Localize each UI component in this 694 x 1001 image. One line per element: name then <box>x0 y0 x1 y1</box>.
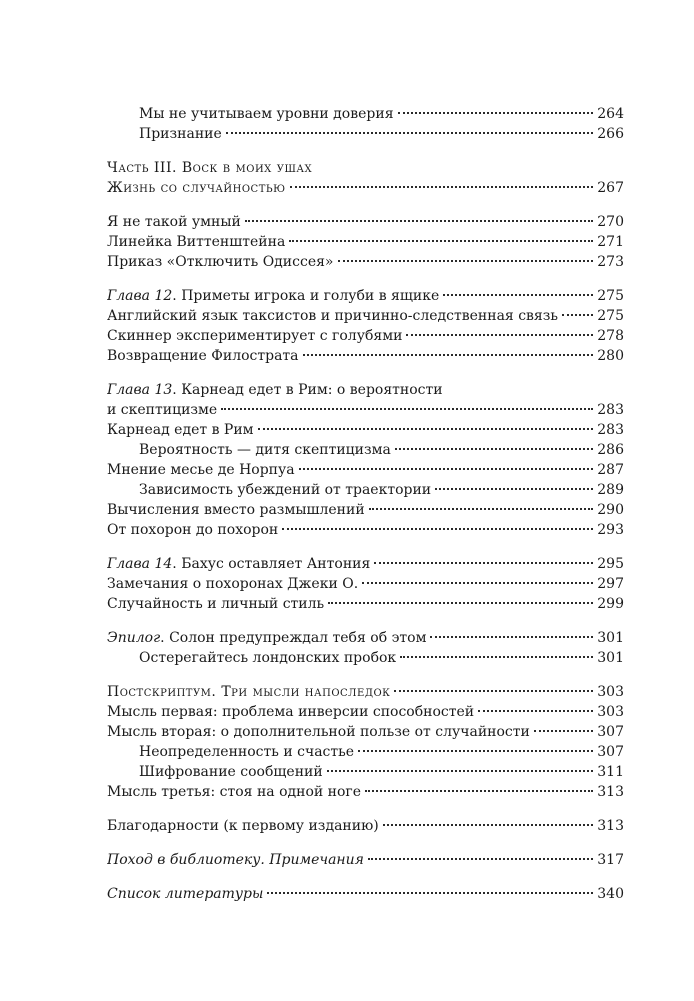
toc-entry-title: Мысль первая: проблема инверсии способностей <box>107 704 475 720</box>
toc-entry[interactable] <box>107 722 624 742</box>
dot-leader <box>303 354 594 356</box>
toc-entry-title: и скептицизме <box>107 402 218 418</box>
dot-leader <box>374 562 593 564</box>
toc-entry-title: Признание <box>139 126 222 142</box>
toc-entry-title <box>107 554 370 574</box>
toc-entry-title: Зависимость убеждений от траектории <box>139 482 432 498</box>
toc-entry-title: Английский язык таксистов и причинно-следственная связь <box>107 308 559 324</box>
toc-entry-title: Приказ «Отключить Одиссея» <box>107 254 334 270</box>
dot-leader <box>290 186 594 188</box>
toc-entry-title: Неопределенность и счастье <box>139 744 355 760</box>
toc-entry-title: Мысль вторая: о дополнительной пользе от случайности <box>107 724 530 740</box>
toc-entry-title: Жизнь со случайностью <box>107 180 286 196</box>
section-gap <box>107 272 624 286</box>
toc-entry[interactable] <box>107 762 624 782</box>
toc-entry-title: Постскриптум. Три мысли напоследок <box>107 684 391 700</box>
toc-entry-title: Остерегайтесь лондонских пробок <box>139 650 397 666</box>
dot-leader <box>443 294 593 296</box>
toc-entry[interactable] <box>107 212 624 232</box>
toc-entry[interactable] <box>107 520 624 540</box>
toc-entry-title: Карнеад едет в Рим <box>107 422 254 438</box>
toc-entry[interactable] <box>107 380 624 400</box>
toc-entry[interactable] <box>107 440 624 460</box>
toc-entry-title <box>107 286 439 306</box>
toc-page-number: 283 <box>597 422 624 438</box>
section-gap <box>107 614 624 628</box>
toc-entry-title: Благодарности (к первому изданию) <box>107 818 379 834</box>
dot-leader <box>226 132 594 134</box>
toc-page-number: 271 <box>597 234 624 250</box>
dot-leader <box>221 408 593 410</box>
toc-entry-title: Вероятность — дитя скептицизма <box>139 442 391 458</box>
toc-entry[interactable] <box>107 346 624 366</box>
toc-entry[interactable] <box>107 286 624 306</box>
toc-page-number: 278 <box>597 328 624 344</box>
toc-entry-title: Вычисления вместо размышлений <box>107 502 365 518</box>
toc-entry-title <box>107 628 426 648</box>
toc-entry[interactable] <box>107 850 624 870</box>
dot-leader <box>435 488 593 490</box>
toc-entry-title: Линейка Виттенштейна <box>107 234 286 250</box>
toc-entry[interactable] <box>107 648 624 668</box>
dot-leader <box>267 892 593 894</box>
dot-leader <box>327 770 594 772</box>
toc-entry[interactable] <box>107 178 624 198</box>
dot-leader <box>369 508 594 510</box>
dot-leader <box>289 240 593 242</box>
toc-page-number: 273 <box>597 254 624 270</box>
toc-entry-title: Поход в библиотеку. Примечания <box>107 852 364 868</box>
toc-entry[interactable] <box>107 124 624 144</box>
dot-leader <box>400 656 593 658</box>
dot-leader <box>362 582 593 584</box>
dot-leader <box>299 468 594 470</box>
table-of-contents <box>107 104 624 904</box>
section-gap <box>107 668 624 682</box>
toc-entry-title: Случайность и личный стиль <box>107 596 325 612</box>
toc-entry-title <box>107 380 443 400</box>
toc-entry-title: Шифрование сообщений <box>139 764 323 780</box>
toc-entry[interactable] <box>107 554 624 574</box>
toc-entry[interactable] <box>107 594 624 614</box>
dot-leader <box>394 690 593 692</box>
toc-entry[interactable] <box>107 460 624 480</box>
toc-entry[interactable] <box>107 702 624 722</box>
section-gap <box>107 802 624 816</box>
toc-entry-label: Глава 14 <box>107 556 173 572</box>
section-gap <box>107 198 624 212</box>
toc-page-number: 299 <box>597 596 624 612</box>
toc-entry-title: Возвращение Филострата <box>107 348 299 364</box>
toc-entry[interactable] <box>107 742 624 762</box>
dot-leader <box>534 730 593 732</box>
dot-leader <box>258 428 594 430</box>
toc-page-number: 313 <box>597 818 624 834</box>
toc-page-number: 289 <box>597 482 624 498</box>
toc-entry-title: Мысль третья: стоя на одной ноге <box>107 784 362 800</box>
toc-page-number: 313 <box>597 784 624 800</box>
section-gap <box>107 366 624 380</box>
dot-leader <box>245 220 593 222</box>
toc-entry[interactable] <box>107 326 624 346</box>
toc-entry-title-text: . Солон предупреждал тебя об этом <box>160 630 427 646</box>
toc-entry[interactable] <box>107 574 624 594</box>
toc-entry-title: Список литературы <box>107 886 264 902</box>
toc-page-number: 297 <box>597 576 624 592</box>
toc-entry[interactable] <box>107 816 624 836</box>
toc-entry-label: Глава 12 <box>107 288 173 304</box>
toc-page-number: 270 <box>597 214 624 230</box>
toc-entry-title: Я не такой умный <box>107 214 241 230</box>
toc-page-number: 295 <box>597 556 624 572</box>
toc-entry[interactable] <box>107 884 624 904</box>
section-gap <box>107 540 624 554</box>
toc-page-number: 311 <box>597 764 624 780</box>
toc-page-number: 317 <box>597 852 624 868</box>
toc-page-number: 287 <box>597 462 624 478</box>
toc-entry[interactable] <box>107 628 624 648</box>
toc-entry[interactable] <box>107 232 624 252</box>
toc-page-number: 301 <box>597 630 624 646</box>
dot-leader <box>406 334 593 336</box>
dot-leader <box>365 790 593 792</box>
dot-leader <box>430 636 593 638</box>
toc-entry[interactable] <box>107 104 624 124</box>
dot-leader <box>282 528 593 530</box>
toc-page-number: 301 <box>597 650 624 666</box>
toc-page-number: 266 <box>597 126 624 142</box>
toc-entry-label: Глава 13 <box>107 382 173 398</box>
toc-entry[interactable] <box>107 500 624 520</box>
toc-entry-title-text: . Приметы игрока и голуби в ящике <box>172 288 440 304</box>
dot-leader <box>395 448 593 450</box>
toc-page-number: 275 <box>597 288 624 304</box>
section-gap <box>107 870 624 884</box>
section-gap <box>107 144 624 158</box>
toc-entry-title-text: . Бахус оставляет Антония <box>172 556 371 572</box>
toc-entry-title: Замечания о похоронах Джеки О. <box>107 576 359 592</box>
dot-leader <box>338 260 594 262</box>
dot-leader <box>328 602 593 604</box>
toc-page-number: 267 <box>597 180 624 196</box>
toc-entry-title: Часть III. Воск в моих ушах <box>107 160 313 176</box>
toc-page-number: 290 <box>597 502 624 518</box>
toc-page-number: 307 <box>597 724 624 740</box>
toc-entry-title: Мнение месье де Норпуа <box>107 462 295 478</box>
toc-page-number: 340 <box>597 886 624 902</box>
toc-entry-title: От похорон до похорон <box>107 522 279 538</box>
toc-page-number: 303 <box>597 704 624 720</box>
toc-entry[interactable] <box>107 782 624 802</box>
toc-page-number: 275 <box>597 308 624 324</box>
toc-entry[interactable] <box>107 480 624 500</box>
toc-page-number: 264 <box>597 106 624 122</box>
dot-leader <box>398 112 594 114</box>
toc-entry-title: Скиннер экспериментирует с голубями <box>107 328 403 344</box>
dot-leader <box>358 750 593 752</box>
dot-leader <box>383 824 594 826</box>
dot-leader <box>478 710 593 712</box>
toc-page-number: 307 <box>597 744 624 760</box>
toc-entry[interactable] <box>107 420 624 440</box>
toc-entry[interactable] <box>107 400 624 420</box>
toc-entry-label: Эпилог <box>107 630 161 646</box>
toc-page-number: 283 <box>597 402 624 418</box>
toc-page-number: 303 <box>597 684 624 700</box>
toc-entry[interactable] <box>107 682 624 702</box>
dot-leader <box>368 858 593 860</box>
toc-page-number: 293 <box>597 522 624 538</box>
toc-entry[interactable] <box>107 306 624 326</box>
toc-page-number: 280 <box>597 348 624 364</box>
toc-entry[interactable] <box>107 252 624 272</box>
toc-part-heading[interactable] <box>107 158 624 178</box>
toc-entry-title: Мы не учитываем уровни доверия <box>139 106 394 122</box>
toc-page-number: 286 <box>597 442 624 458</box>
section-gap <box>107 836 624 850</box>
dot-leader <box>562 314 593 316</box>
toc-entry-title-text: . Карнеад едет в Рим: о вероятности <box>172 382 443 398</box>
